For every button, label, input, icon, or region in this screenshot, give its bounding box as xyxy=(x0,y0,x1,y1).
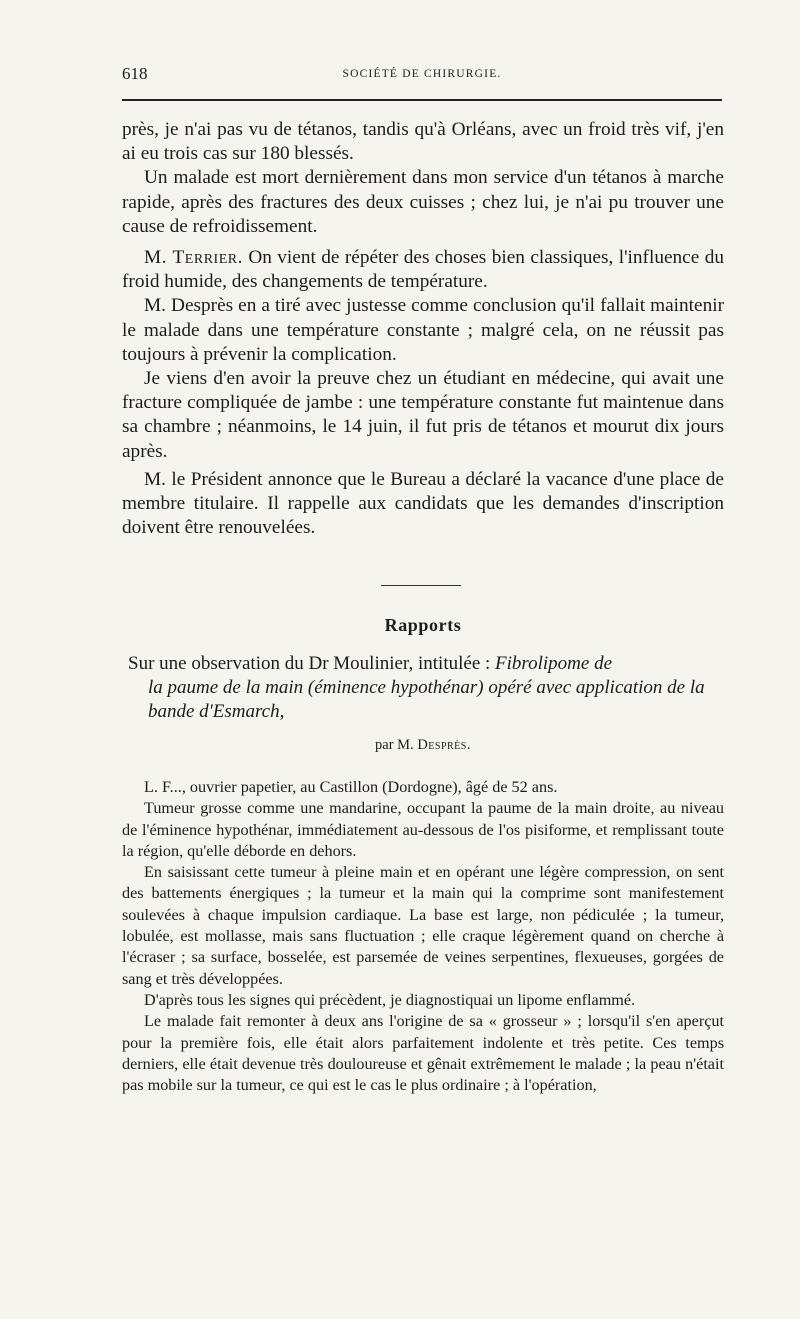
speech-text: On vient de répéter des choses bien classiques, l'influence du froid humide, des changements de température. xyxy=(122,247,724,293)
paragraph: L. F..., ouvrier papetier, au Castillon (Dordogne), âgé de 52 ans. xyxy=(144,778,558,796)
report-title xyxy=(122,652,724,724)
speaker-name: M. Terrier. xyxy=(144,247,243,269)
report-title-prefix: Sur une observation du Dr Moulinier, intitulée : xyxy=(128,653,496,674)
running-head xyxy=(122,62,722,88)
paragraph: Le malade fait remonter à deux ans l'origine de sa « grosseur » ; lorsqu'il s'en aperçut pour la première fois, elle était alors parfaitement indolente et très petite. Ces temps derniers, elle était devenue très douloureuse et gênait extrêmement le malade ; la peau n'était pas mobile sur la tumeur, ce qui est le cas le plus ordinaire ; à l'opération, xyxy=(122,1012,724,1095)
paragraph: D'après tous les signes qui précèdent, je diagnostiquai un lipome enflammé. xyxy=(144,990,636,1009)
byline-prefix: par M. xyxy=(375,737,418,753)
paragraph: En saisissant cette tumeur à pleine main et en opérant une légère compression, on sent des battements énergiques ; la tumeur et la main qui la comprime sont manifestement soulevées à chaque impulsion cardiaque. La base est large, non pédiculée ; la tumeur, lobulée, est mollasse, mais sans fluctuation ; elle craque légèrement quand on cherche à l'écraser ; sa surface, bosselée, est parsemée de veines serpentines, flexueuses, gorgées de sang et très développées. xyxy=(122,863,724,988)
observation-block xyxy=(122,777,724,1096)
discussion-block xyxy=(122,118,724,540)
byline xyxy=(122,737,724,754)
header-rule xyxy=(122,99,722,101)
running-title: SOCIÉTÉ DE CHIRURGIE. xyxy=(342,68,502,80)
author-name: Desprès. xyxy=(417,737,471,753)
section-title: Rapports xyxy=(384,615,462,635)
report-title-italic: Fibrolipome de xyxy=(495,653,613,674)
report-title-italic-continued: la paume de la main (éminence hypothénar) opéré avec application de la bande d'Esmarch, xyxy=(148,677,705,722)
section-divider xyxy=(381,585,461,586)
paragraph: près, je n'ai pas vu de tétanos, tandis qu'à Orléans, avec un froid très vif, j'en ai eu trois cas sur 180 blessés. xyxy=(122,119,724,165)
paragraph: Je viens d'en avoir la preuve chez un étudiant en médecine, qui avait une fracture compliquée de jambe : une température constante fut maintenue dans sa chambre ; néanmoins, le 14 juin, il fut pris de tétanos et mourut dix jours après. xyxy=(122,368,724,462)
paragraph: Un malade est mort dernièrement dans mon service d'un tétanos à marche rapide, après des fractures des deux cuisses ; chez lui, je n'ai pu trouver une cause de refroidissement. xyxy=(122,167,724,237)
paragraph: M. Desprès en a tiré avec justesse comme conclusion qu'il fallait maintenir le malade dans une température constante ; malgré cela, on ne réussit pas toujours à prévenir la complication. xyxy=(122,295,724,365)
paragraph: M. le Président annonce que le Bureau a déclaré la vacance d'une place de membre titulaire. Il rappelle aux candidats que les demandes d'inscription doivent être renouvelées. xyxy=(122,468,724,539)
page-number: 618 xyxy=(122,64,148,83)
paragraph xyxy=(122,246,724,294)
paragraph: Tumeur grosse comme une mandarine, occupant la paume de la main droite, au niveau de l'éminence hypothénar, immédiatement au-dessous de l'os pisiforme, et remplissant toute la région, qu'elle déborde en dehors. xyxy=(122,799,724,860)
